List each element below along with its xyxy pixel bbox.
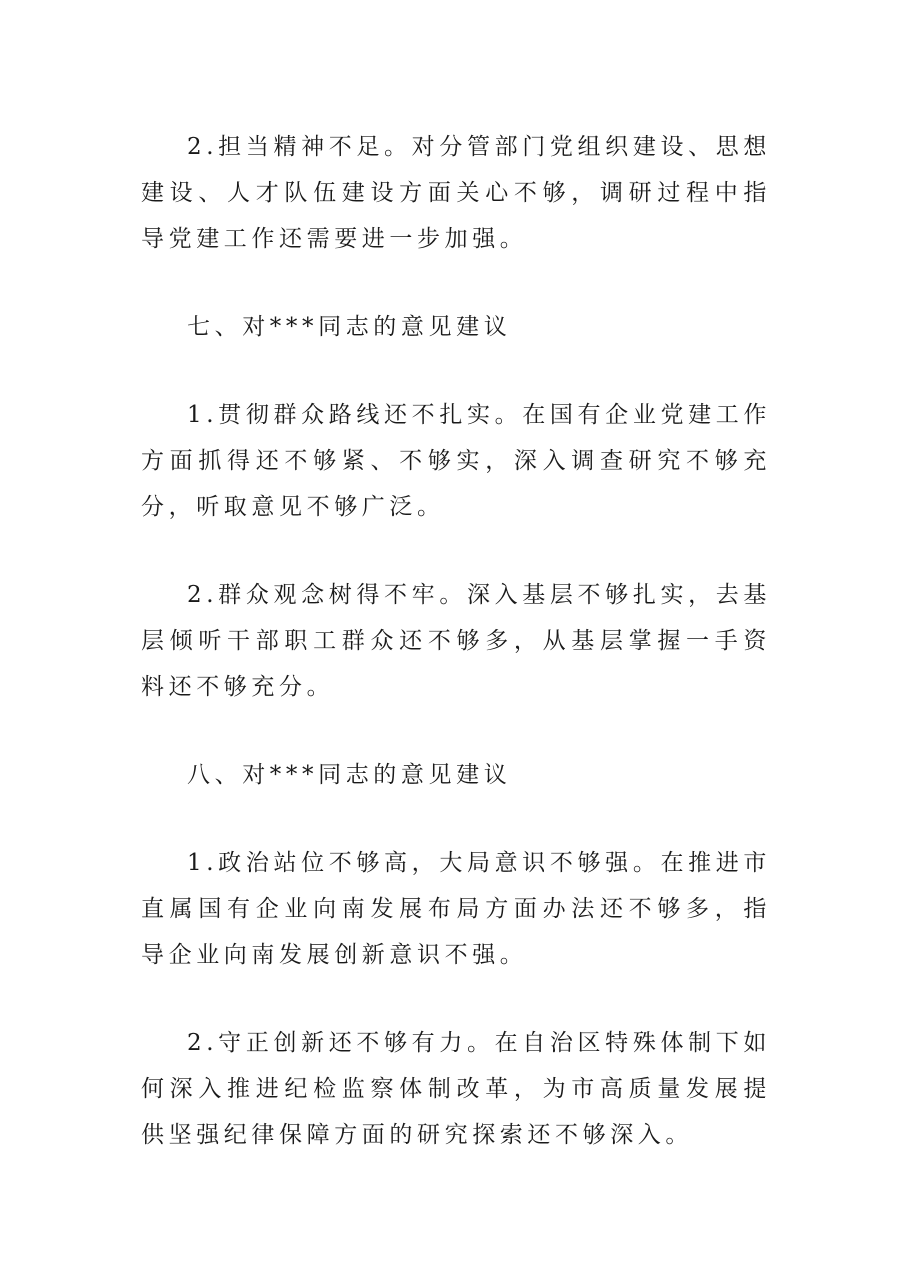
section-heading-eight: 八、对***同志的意见建议 [187,762,512,788]
paragraph-responsibility: 2.担当精神不足。对分管部门党组织建设、思想建设、人才队伍建设方面关心不够，调研过程中指导党建工作还需要进一步加强。 [141,134,771,252]
paragraph-mass-line: 1.贯彻群众路线还不扎实。在国有企业党建工作方面抓得还不够紧、不够实，深入调查研究不够充分，听取意见不够广泛。 [141,402,771,520]
paragraph-innovation: 2.守正创新还不够有力。在自治区特殊体制下如何深入推进纪检监察体制改革，为市高质量发展提供坚强纪律保障方面的研究探索还不够深入。 [141,1030,771,1148]
section-heading-seven: 七、对***同志的意见建议 [187,314,512,340]
paragraph-mass-view: 2.群众观念树得不牢。深入基层不够扎实，去基层倾听干部职工群众还不够多，从基层掌握一手资料还不够充分。 [141,582,771,700]
document-body [141,124,771,1200]
paragraph-political-stance: 1.政治站位不够高，大局意识不够强。在推进市直属国有企业向南发展布局方面办法还不够多，指导企业向南发展创新意识不强。 [141,850,771,968]
